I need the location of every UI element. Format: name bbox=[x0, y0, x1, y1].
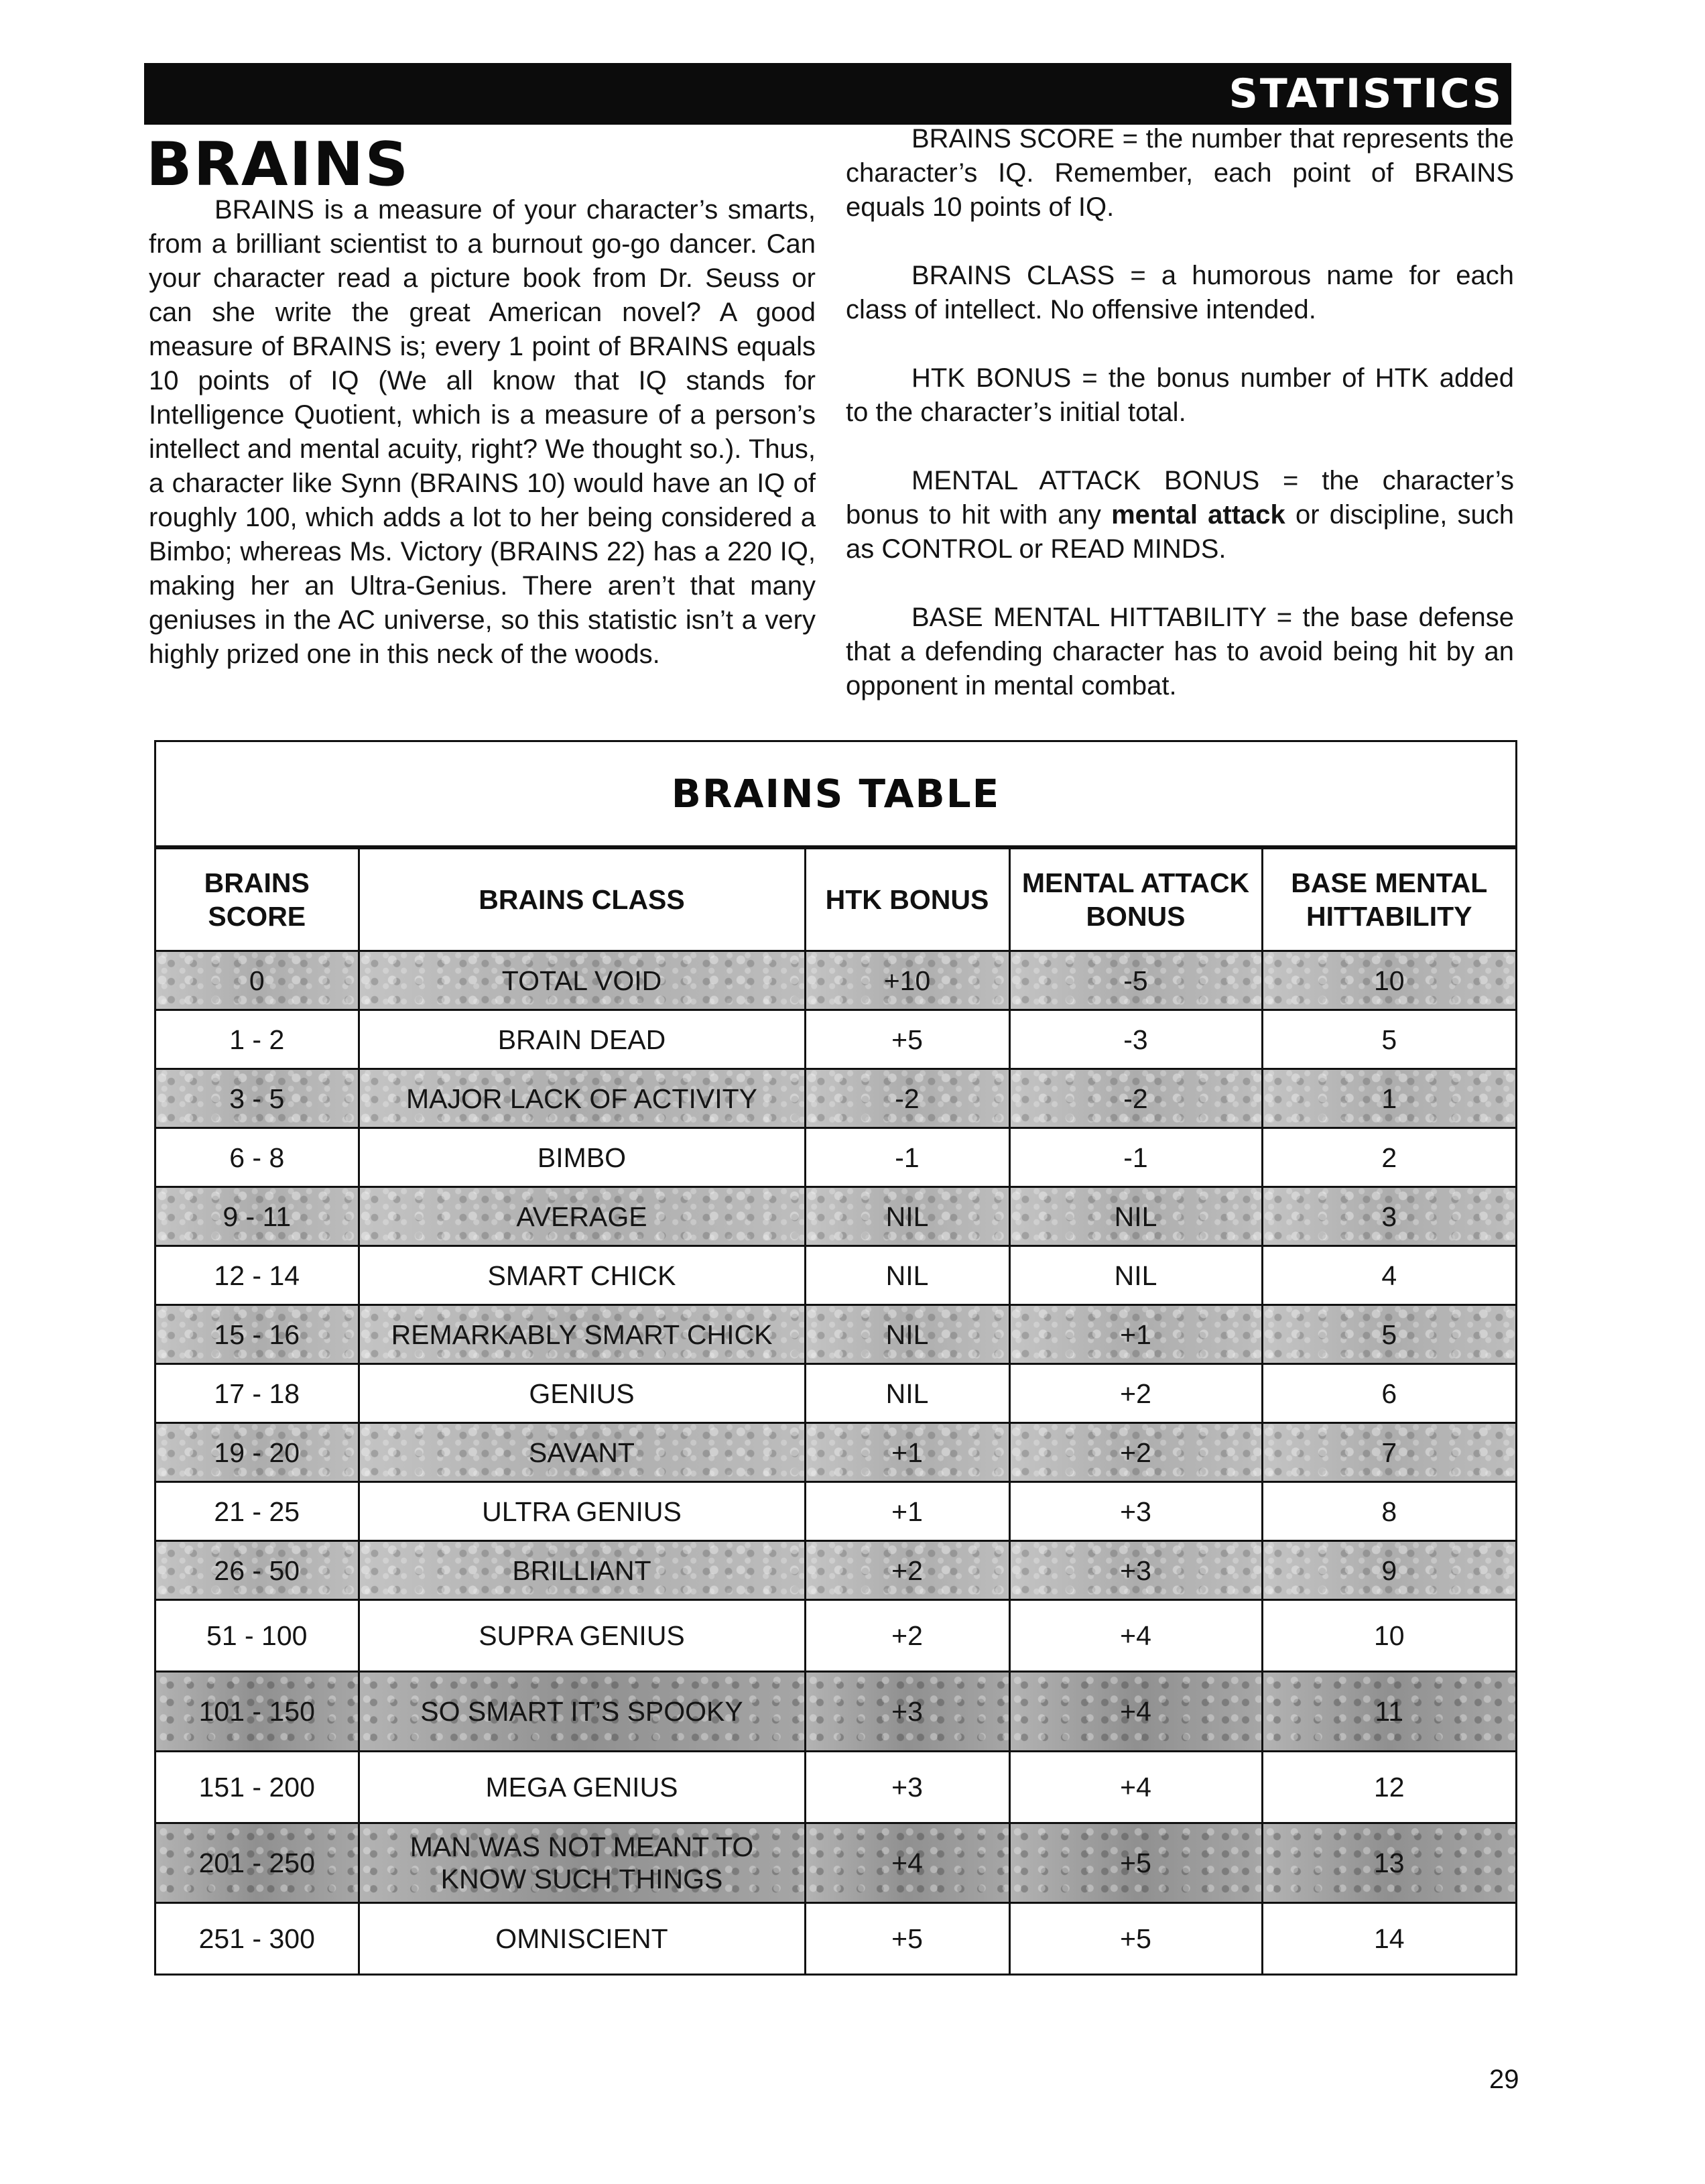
table-cell: 17 - 18 bbox=[156, 1364, 359, 1423]
table-cell: -1 bbox=[1009, 1128, 1262, 1187]
table-cell: 7 bbox=[1262, 1423, 1515, 1482]
table-row bbox=[156, 1903, 1515, 1974]
table-cell: 9 bbox=[1262, 1541, 1515, 1600]
table-cell: 3 bbox=[1262, 1187, 1515, 1246]
definition-base-mental-hittability: BASE MENTAL HITTABILITY = the base defense that a defending character has to avoid being hit by an opponent in mental combat. bbox=[846, 603, 1514, 701]
table-cell: 5 bbox=[1262, 1010, 1515, 1069]
column-header: BRAINS SCORE bbox=[156, 849, 359, 951]
table-cell: ULTRA GENIUS bbox=[359, 1482, 805, 1541]
definition-brains-class: BRAINS CLASS = a humorous name for each class of intellect. No offensive intended. bbox=[846, 261, 1514, 324]
table-cell: SO SMART IT’S SPOOKY bbox=[359, 1672, 805, 1752]
table-cell: 12 - 14 bbox=[156, 1246, 359, 1305]
table-cell: +2 bbox=[805, 1600, 1009, 1672]
page-number: 29 bbox=[1489, 2065, 1519, 2094]
table-cell: NIL bbox=[805, 1187, 1009, 1246]
table-cell: +2 bbox=[1009, 1364, 1262, 1423]
table-row bbox=[156, 1187, 1515, 1246]
table-cell: -1 bbox=[805, 1128, 1009, 1187]
table-cell: NIL bbox=[805, 1246, 1009, 1305]
column-header: BRAINS CLASS bbox=[359, 849, 805, 951]
table-cell: +5 bbox=[1009, 1903, 1262, 1974]
table-cell: BIMBO bbox=[359, 1128, 805, 1187]
table-cell: SAVANT bbox=[359, 1423, 805, 1482]
table-cell: +1 bbox=[805, 1423, 1009, 1482]
intro-column bbox=[149, 193, 816, 672]
table-cell: -5 bbox=[1009, 951, 1262, 1010]
table-cell: 9 - 11 bbox=[156, 1187, 359, 1246]
table-cell: 6 - 8 bbox=[156, 1128, 359, 1187]
table-row bbox=[156, 1541, 1515, 1600]
column-header: MENTAL ATTACK BONUS bbox=[1009, 849, 1262, 951]
table-cell: MAN WAS NOT MEANT TO KNOW SUCH THINGS bbox=[359, 1823, 805, 1903]
table-cell: 13 bbox=[1262, 1823, 1515, 1903]
table-cell: 10 bbox=[1262, 1600, 1515, 1672]
table-cell: 15 - 16 bbox=[156, 1305, 359, 1364]
table-cell: 14 bbox=[1262, 1903, 1515, 1974]
table-cell: +5 bbox=[805, 1903, 1009, 1974]
definition-brains-score: BRAINS SCORE = the number that represents the character’s IQ. Remember, each point of BRAINS equals 10 points of IQ. bbox=[846, 124, 1514, 222]
table-cell: +3 bbox=[1009, 1482, 1262, 1541]
table-cell: +5 bbox=[1009, 1823, 1262, 1903]
table-cell: NIL bbox=[805, 1305, 1009, 1364]
definition-htk-bonus: HTK BONUS = the bonus number of HTK added to the character’s initial total. bbox=[846, 363, 1514, 427]
table-cell: AVERAGE bbox=[359, 1187, 805, 1246]
table-cell: SUPRA GENIUS bbox=[359, 1600, 805, 1672]
table-cell: NIL bbox=[1009, 1187, 1262, 1246]
section-banner bbox=[144, 63, 1511, 125]
table-cell: +2 bbox=[805, 1541, 1009, 1600]
table-cell: +2 bbox=[1009, 1423, 1262, 1482]
table-cell: -2 bbox=[1009, 1069, 1262, 1128]
table-cell: 10 bbox=[1262, 951, 1515, 1010]
table-cell: 6 bbox=[1262, 1364, 1515, 1423]
table-cell: 201 - 250 bbox=[156, 1823, 359, 1903]
table-cell: +4 bbox=[1009, 1752, 1262, 1823]
table-cell: 2 bbox=[1262, 1128, 1515, 1187]
section-title: STATISTICS bbox=[1228, 70, 1503, 117]
table-cell: 4 bbox=[1262, 1246, 1515, 1305]
table-row bbox=[156, 1423, 1515, 1482]
table-cell: 51 - 100 bbox=[156, 1600, 359, 1672]
table-cell: +3 bbox=[805, 1752, 1009, 1823]
table-row bbox=[156, 1069, 1515, 1128]
table-cell: 151 - 200 bbox=[156, 1752, 359, 1823]
table-cell: 19 - 20 bbox=[156, 1423, 359, 1482]
table-cell: OMNISCIENT bbox=[359, 1903, 805, 1974]
table-row bbox=[156, 1672, 1515, 1752]
table-cell: +4 bbox=[805, 1823, 1009, 1903]
table-cell: NIL bbox=[1009, 1246, 1262, 1305]
table-cell: 0 bbox=[156, 951, 359, 1010]
table-cell: 21 - 25 bbox=[156, 1482, 359, 1541]
table-cell: 1 - 2 bbox=[156, 1010, 359, 1069]
table-row bbox=[156, 1305, 1515, 1364]
table-cell: 8 bbox=[1262, 1482, 1515, 1541]
table-row bbox=[156, 1600, 1515, 1672]
brains-table-grid bbox=[156, 847, 1515, 1974]
table-cell: NIL bbox=[805, 1364, 1009, 1423]
table-title: BRAINS TABLE bbox=[156, 742, 1515, 847]
table-cell: 11 bbox=[1262, 1672, 1515, 1752]
table-row bbox=[156, 1246, 1515, 1305]
definitions-column bbox=[846, 122, 1514, 737]
table-cell: MAJOR LACK OF ACTIVITY bbox=[359, 1069, 805, 1128]
table-row bbox=[156, 1010, 1515, 1069]
table-cell: SMART CHICK bbox=[359, 1246, 805, 1305]
table-row bbox=[156, 1752, 1515, 1823]
column-header: BASE MENTAL HITTABILITY bbox=[1262, 849, 1515, 951]
intro-paragraph: BRAINS is a measure of your character’s smarts, from a brilliant scientist to a burnout go-go dancer. Can your character read a picture book from Dr. Seuss or can she write the great American novel? A good measure of BRAINS is; every 1 point of BRAINS equals 10 points of IQ (We all know that IQ stands for Intelligence Quotient, which is a measure of a person’s intellect and mental acuity, right? We thought so.). Thus, a character like Synn (BRAINS 10) would have an IQ of roughly 100, which adds a lot to her being considered a Bimbo; whereas Ms. Victory (BRAINS 22) has a 220 IQ, making her an Ultra-Genius. There aren’t that many geniuses in the AC universe, so this statistic isn’t a very highly prized one in this neck of the woods. bbox=[149, 195, 816, 669]
table-cell: +4 bbox=[1009, 1672, 1262, 1752]
table-cell: +3 bbox=[805, 1672, 1009, 1752]
table-cell: REMARKABLY SMART CHICK bbox=[359, 1305, 805, 1364]
brains-table bbox=[154, 740, 1517, 1976]
table-row bbox=[156, 951, 1515, 1010]
table-cell: BRILLIANT bbox=[359, 1541, 805, 1600]
definition-text: or discipline, such as CONTROL or READ MINDS. bbox=[846, 500, 1515, 564]
definition-mental-attack-bonus bbox=[846, 464, 1514, 566]
table-cell: 3 - 5 bbox=[156, 1069, 359, 1128]
table-cell: 1 bbox=[1262, 1069, 1515, 1128]
table-cell: +1 bbox=[805, 1482, 1009, 1541]
table-row bbox=[156, 1482, 1515, 1541]
definition-text: MENTAL ATTACK BONUS = the character’s bonus to hit with any bbox=[846, 466, 1514, 530]
table-cell: GENIUS bbox=[359, 1364, 805, 1423]
definition-emphasis: mental attack bbox=[1111, 500, 1285, 530]
table-cell: 12 bbox=[1262, 1752, 1515, 1823]
table-cell: +3 bbox=[1009, 1541, 1262, 1600]
table-cell: +10 bbox=[805, 951, 1009, 1010]
table-row bbox=[156, 1128, 1515, 1187]
table-cell: TOTAL VOID bbox=[359, 951, 805, 1010]
table-cell: +1 bbox=[1009, 1305, 1262, 1364]
table-cell: -2 bbox=[805, 1069, 1009, 1128]
table-row bbox=[156, 1364, 1515, 1423]
column-header: HTK BONUS bbox=[805, 849, 1009, 951]
page-heading: BRAINS bbox=[146, 129, 410, 200]
table-cell: BRAIN DEAD bbox=[359, 1010, 805, 1069]
table-header-row bbox=[156, 849, 1515, 951]
table-cell: 251 - 300 bbox=[156, 1903, 359, 1974]
table-cell: +4 bbox=[1009, 1600, 1262, 1672]
table-cell: 101 - 150 bbox=[156, 1672, 359, 1752]
table-row bbox=[156, 1823, 1515, 1903]
table-cell: MEGA GENIUS bbox=[359, 1752, 805, 1823]
table-cell: 5 bbox=[1262, 1305, 1515, 1364]
table-cell: 26 - 50 bbox=[156, 1541, 359, 1600]
table-cell: -3 bbox=[1009, 1010, 1262, 1069]
table-cell: +5 bbox=[805, 1010, 1009, 1069]
